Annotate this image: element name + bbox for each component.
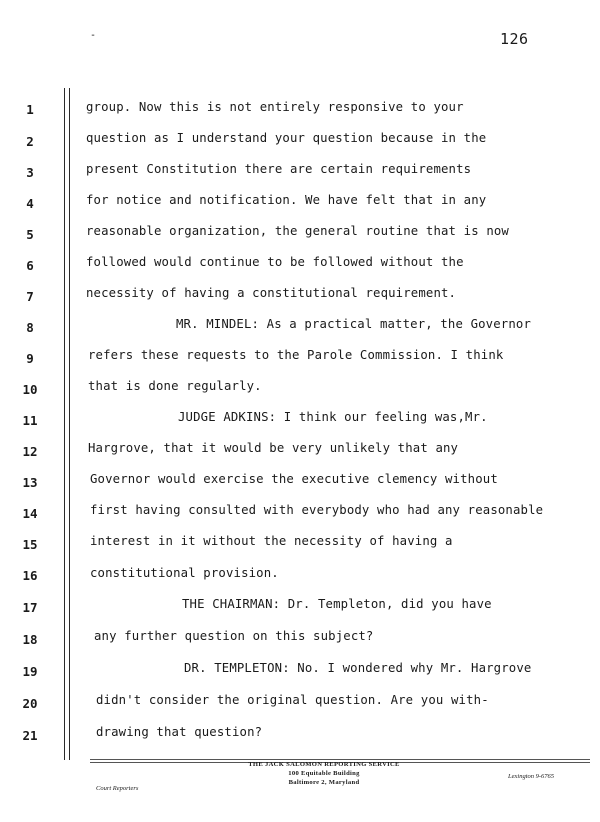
transcript-line: followed would continue to be followed without the xyxy=(86,255,464,269)
page-number: 126 xyxy=(500,30,529,48)
transcript-line: didn't consider the original question. Are you with- xyxy=(96,693,489,707)
line-number: 19 xyxy=(22,664,38,679)
transcript-line: present Constitution there are certain requirements xyxy=(86,162,472,176)
line-number: 5 xyxy=(26,227,34,242)
line-number: 7 xyxy=(26,289,34,304)
line-number: 3 xyxy=(26,165,34,180)
reporting-service-block xyxy=(236,760,412,787)
transcript-line: constitutional provision. xyxy=(90,566,279,580)
reporting-service-address-2: Baltimore 2, Maryland xyxy=(288,779,360,786)
transcript-line: any further question on this subject? xyxy=(94,629,374,643)
transcript-line: DR. TEMPLETON: No. I wondered why Mr. Hargrove xyxy=(184,661,532,675)
line-number: 1 xyxy=(26,102,34,117)
line-number: 2 xyxy=(26,134,34,149)
line-number: 4 xyxy=(26,196,34,211)
transcript-line: group. Now this is not entirely responsive to your xyxy=(86,100,464,114)
reporting-service-address-1: 100 Equitable Building xyxy=(288,770,360,777)
transcript-line: question as I understand your question because in the xyxy=(86,131,487,145)
line-number: 10 xyxy=(22,382,38,397)
court-reporters-label: Court Reporters xyxy=(96,785,139,792)
line-number: 15 xyxy=(22,537,38,552)
phone-number: Lexington 9-6765 xyxy=(508,773,555,780)
top-mark: - xyxy=(90,30,97,41)
transcript-line: Hargrove, that it would be very unlikely that any xyxy=(88,441,459,455)
line-number: 6 xyxy=(26,258,34,273)
transcript-line: THE CHAIRMAN: Dr. Templeton, did you have xyxy=(182,597,492,611)
line-number: 13 xyxy=(22,475,38,490)
line-number: 14 xyxy=(22,506,38,521)
transcript-line: refers these requests to the Parole Commission. I think xyxy=(88,348,504,362)
line-number: 16 xyxy=(22,568,38,583)
transcript-line: for notice and notification. We have felt that in any xyxy=(86,193,487,207)
line-number: 21 xyxy=(22,728,38,743)
transcript-line: MR. MINDEL: As a practical matter, the Governor xyxy=(176,317,532,331)
transcript-line: reasonable organization, the general routine that is now xyxy=(86,224,509,238)
transcript-line: Governor would exercise the executive clemency without xyxy=(90,472,498,486)
line-number: 9 xyxy=(26,351,34,366)
line-number: 17 xyxy=(22,600,38,615)
transcript-line: interest in it without the necessity of having a xyxy=(90,534,453,548)
transcript-line: that is done regularly. xyxy=(88,379,262,393)
reporting-service-name: THE JACK SALOMON REPORTING SERVICE xyxy=(248,761,400,768)
transcript-line: necessity of having a constitutional requirement. xyxy=(86,286,457,300)
line-number: 20 xyxy=(22,696,38,711)
transcript-line: JUDGE ADKINS: I think our feeling was,Mr. xyxy=(178,410,488,424)
transcript-line: first having consulted with everybody who had any reasonable xyxy=(90,503,544,517)
line-number: 12 xyxy=(22,444,38,459)
transcript-line: drawing that question? xyxy=(96,725,263,739)
line-number: 11 xyxy=(22,413,38,428)
margin-rule-right xyxy=(69,88,70,760)
margin-rule-left xyxy=(64,88,65,760)
line-number: 18 xyxy=(22,632,38,647)
line-number: 8 xyxy=(26,320,34,335)
